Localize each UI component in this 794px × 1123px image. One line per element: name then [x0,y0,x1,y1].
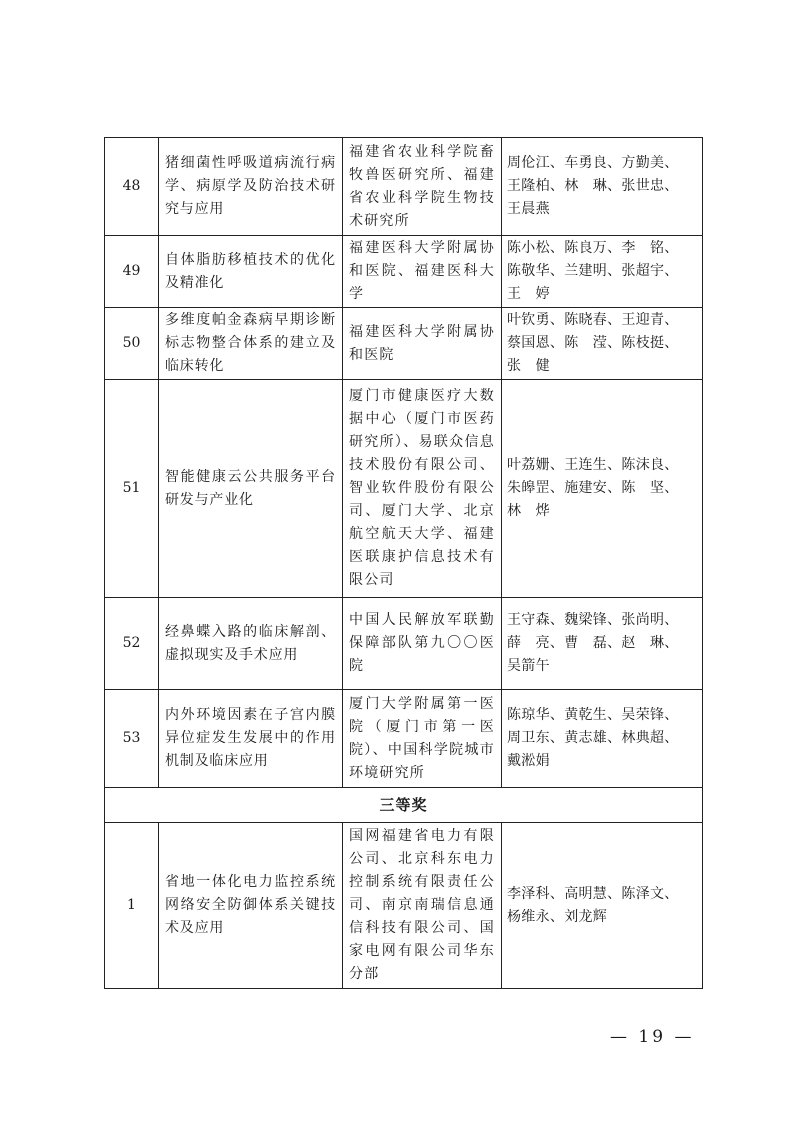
award-table [104,137,703,989]
completing-units: 福建医科大学附属协和医院、福建医科大学 [343,236,502,308]
completing-people: 叶荔姗、王连生、陈沫良、 朱皞罡、施建安、陈 坚、 林 烨 [502,380,703,598]
project-name: 多维度帕金森病早期诊断标志物整合体系的建立及临床转化 [159,308,343,380]
section-title-third-prize: 三等奖 [105,788,703,823]
completing-units: 厦门市健康医疗大数据中心（厦门市医药研究所）、易联众信息技术股份有限公司、智业软件股份有限公司、厦门大学、北京航空航天大学、福建医联康护信息技术有限公司 [343,380,502,598]
row-number: 50 [105,308,159,380]
project-name: 自体脂肪移植技术的优化及精准化 [159,236,343,308]
completing-people: 李泽科、高明慧、陈泽文、 杨维永、刘龙辉 [502,823,703,989]
row-number: 51 [105,380,159,598]
completing-units: 福建省农业科学院畜牧兽医研究所、福建省农业科学院生物技术研究所 [343,138,502,236]
completing-people: 陈琼华、黄乾生、吴荣锋、 周卫东、黄志雄、林典超、 戴淞娟 [502,690,703,788]
project-name: 猪细菌性呼吸道病流行病学、病原学及防治技术研究与应用 [159,138,343,236]
project-name: 经鼻蝶入路的临床解剖、虚拟现实及手术应用 [159,598,343,690]
section-header-row [105,788,703,823]
completing-people: 叶钦勇、陈晓春、王迎青、 蔡国恩、陈 滢、陈枝挺、 张 健 [502,308,703,380]
completing-people: 陈小松、陈良万、李 铭、 陈敬华、兰建明、张超宇、 王 婷 [502,236,703,308]
table-row [105,690,703,788]
table-row [105,380,703,598]
table-row [105,823,703,989]
completing-units: 福建医科大学附属协和医院 [343,308,502,380]
row-number: 49 [105,236,159,308]
completing-units: 厦门大学附属第一医院（厦门市第一医院）、中国科学院城市环境研究所 [343,690,502,788]
project-name: 内外环境因素在子宫内膜异位症发生发展中的作用机制及临床应用 [159,690,343,788]
row-number: 53 [105,690,159,788]
table-row [105,598,703,690]
completing-units: 中国人民解放军联勤保障部队第九〇〇医院 [343,598,502,690]
table-row [105,236,703,308]
row-number: 48 [105,138,159,236]
completing-people: 王守森、魏梁锋、张尚明、 薛 亮、曹 磊、赵 琳、 吴箭午 [502,598,703,690]
table-row [105,308,703,380]
table-row [105,138,703,236]
completing-people: 周伦江、车勇良、方勤美、 王隆柏、林 琳、张世忠、 王晨燕 [502,138,703,236]
row-number: 1 [105,823,159,989]
row-number: 52 [105,598,159,690]
project-name: 省地一体化电力监控系统网络安全防御体系关键技术及应用 [159,823,343,989]
page-number: — 19 — [610,1027,695,1047]
project-name: 智能健康云公共服务平台研发与产业化 [159,380,343,598]
completing-units: 国网福建省电力有限公司、北京科东电力控制系统有限责任公司、南京南瑞信息通信科技有限公司、国家电网有限公司华东分部 [343,823,502,989]
